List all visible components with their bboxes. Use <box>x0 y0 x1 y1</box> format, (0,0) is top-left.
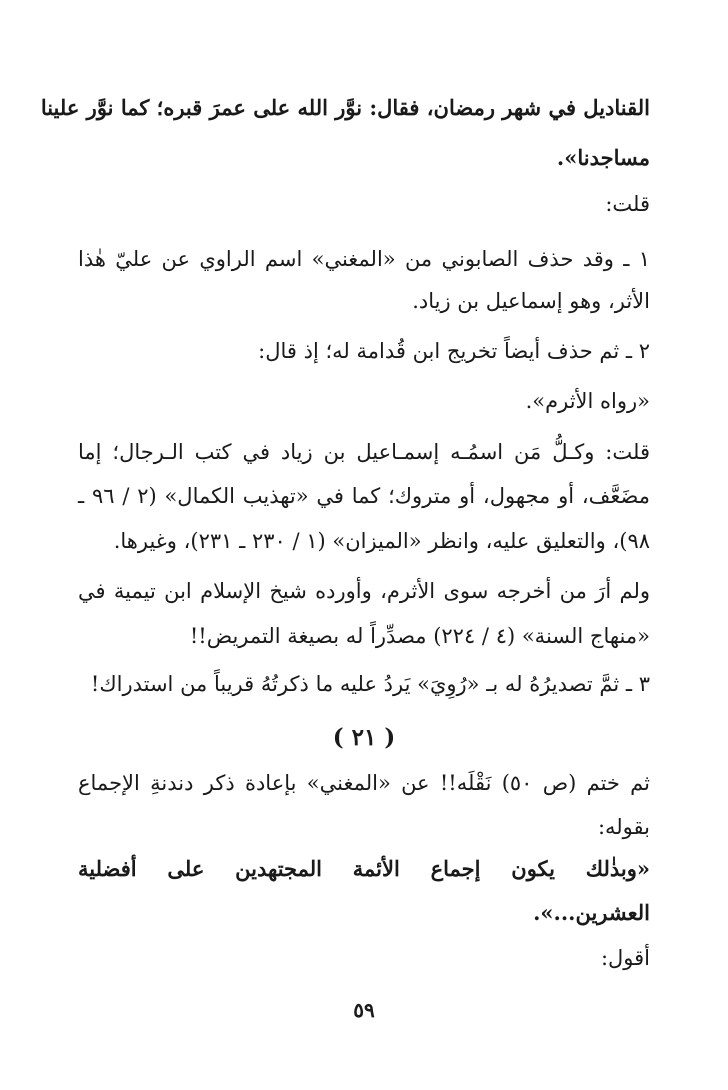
text-line-11: ولم أرَ من أخرجه سوى الأثرم، وأورده شيخ الإسلام ابن تيمية في <box>78 579 650 603</box>
section-heading: ( ٢١ ) <box>332 724 396 751</box>
text-line-12: «منهاج السنة» (٤ / ٢٢٤) مصدِّراً له بصيغة التمريض!! <box>189 624 650 648</box>
text-line-15: ثم ختم (ص ٥٠) نَقْلَه!! عن «المغني» بإعادة ذكر دندنةِ الإجماع <box>78 771 650 795</box>
text-line-7: «رواه الأثرم». <box>525 389 650 413</box>
text-line-17: «وبذٰلك يكون إجماع الأئمة المجتهدين على أفضلية <box>78 856 650 881</box>
text-line-10: ٩٨)، والتعليق عليه، وانظر «الميزان» (١ / ٢٣٠ ـ ٢٣١)، وغيرها. <box>113 529 650 553</box>
text-line-4: ١ ـ وقد حذف الصابوني من «المغني» اسم الراوي عن عليّ هٰذا <box>78 247 650 271</box>
page-number: ٥٩ <box>353 998 375 1022</box>
text-line-13: ٣ ـ ثمَّ تصديرُهُ له بـ «رُوِيَ» يَردُ عليه ما ذكرتُهُ قريباً من استدراك! <box>90 672 650 696</box>
text-line-8: قلت: وكـلُّ مَن اسمُـه إسمـاعيل بن زياد في كتب الـرجال؛ إما <box>78 440 650 464</box>
text-line-6: ٢ ـ ثم حذف أيضاً تخريج ابن قُدامة له؛ إذ قال: <box>258 339 650 363</box>
text-line-1: القناديل في شهر رمضان، فقال: نوَّر الله على عمرَ قبره؛ كما نوَّر علينا <box>40 95 650 120</box>
text-line-2: مساجدنا». <box>556 145 650 170</box>
text-line-5: الأثر، وهو إسماعيل بن زياد. <box>412 289 650 313</box>
text-line-19: أقول: <box>600 946 650 970</box>
text-line-3: قلت: <box>605 192 650 216</box>
text-line-18: العشرين...». <box>533 900 650 925</box>
text-line-9: مضَعَّف، أو مجهول، أو متروك؛ كما في «تهذيب الكمال» (٢ / ٩٦ ـ <box>78 484 650 508</box>
text-line-16: بقوله: <box>597 815 650 839</box>
